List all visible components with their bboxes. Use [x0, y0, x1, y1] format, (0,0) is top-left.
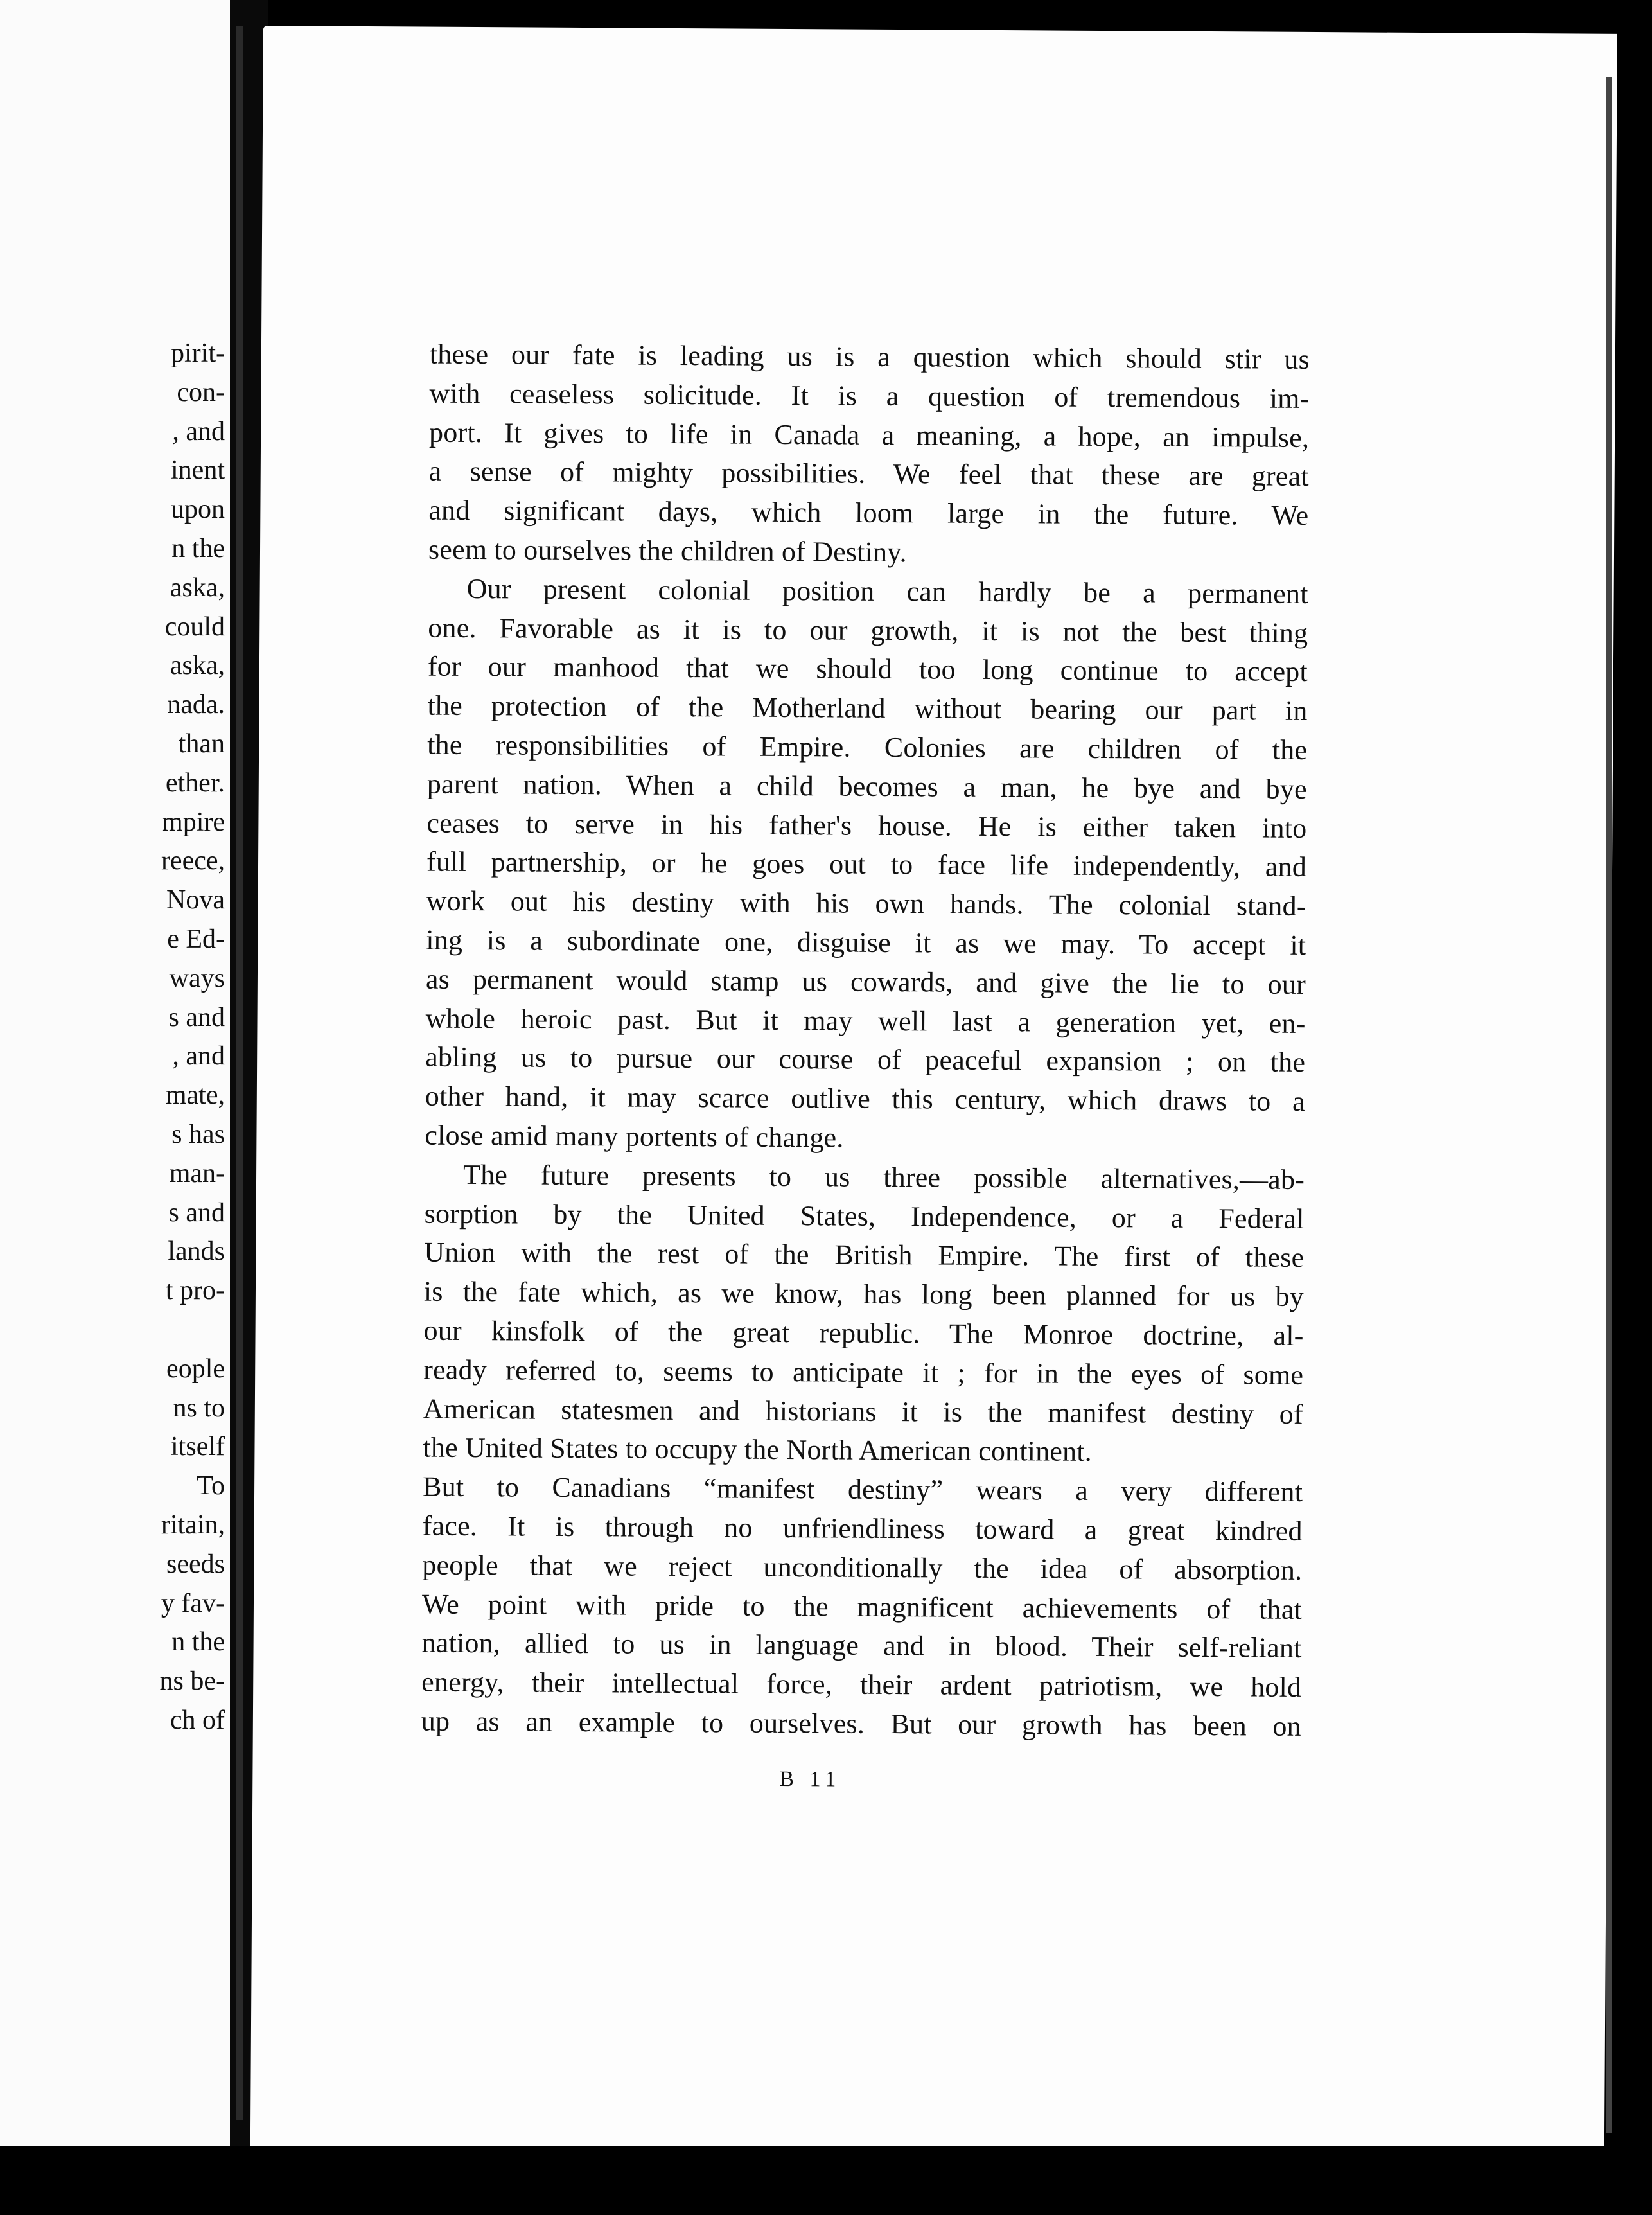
- text-line: ready referred to, seems to anticipate it ; for in the eyes of some: [423, 1354, 1304, 1391]
- text-line: The future presents to us three possible alternatives,—ab-: [462, 1158, 1305, 1196]
- left-text-line: To: [197, 1471, 225, 1501]
- left-text-line: y fav-: [161, 1588, 225, 1618]
- text-line: port. It gives to life in Canada a meaning, a hope, an impulse,: [428, 416, 1310, 454]
- left-text-line: lands: [168, 1237, 225, 1267]
- text-line: one. Favorable as it is to our growth, it is not the best thing: [428, 612, 1308, 649]
- text-line: sorption by the United States, Independence, or a Federal: [424, 1197, 1305, 1235]
- left-text-line: could: [164, 612, 225, 642]
- left-text-line: eople: [166, 1354, 225, 1384]
- left-text-line: Nova: [166, 885, 225, 915]
- text-line: as permanent would stamp us cowards, and give the lie to our: [425, 963, 1306, 1000]
- text-line: full partnership, or he goes out to face life independently, and: [426, 845, 1307, 883]
- left-text-line: e Ed-: [167, 924, 225, 954]
- text-line: is the fate which, as we know, has long been planned for us by: [423, 1275, 1305, 1313]
- page-signature: B 11: [779, 1767, 841, 1792]
- text-line: ceases to serve in his father's house. He is either taken into: [426, 807, 1307, 844]
- left-page: [0, 0, 230, 2146]
- left-text-line: mate,: [165, 1081, 225, 1111]
- text-line: face. It is through no unfriendliness toward a great kindred: [422, 1510, 1303, 1547]
- left-text-line: n the: [171, 533, 225, 563]
- text-line: But to Canadians “manifest destiny” wears a very different: [422, 1470, 1303, 1508]
- text-line: ing is a subordinate one, disguise it as we may. To accept it: [426, 924, 1306, 961]
- text-line: nation, allied to us in language and in blood. Their self-reliant: [421, 1627, 1302, 1664]
- text-line: other hand, it may scarce outlive this century, which draws to a: [425, 1080, 1305, 1118]
- left-text-line: pirit-: [171, 339, 225, 368]
- text-line: American statesmen and historians it is the manifest destiny of: [423, 1393, 1303, 1430]
- text-line: our kinsfolk of the great republic. The Monroe doctrine, al-: [423, 1314, 1304, 1352]
- text-line: close amid many portents of change.: [425, 1119, 844, 1154]
- left-text-line: ch of: [170, 1705, 225, 1735]
- left-text-line: ns to: [173, 1393, 225, 1423]
- left-page-text: [6, 334, 225, 1740]
- left-text-line: , and: [172, 416, 225, 446]
- left-text-line: inent: [171, 455, 225, 486]
- scan-bottom-border: [0, 2146, 1652, 2215]
- text-line: seem to ourselves the children of Destiny.: [428, 533, 907, 569]
- left-text-line: upon: [171, 495, 225, 525]
- left-text-line: t pro-: [165, 1276, 225, 1306]
- left-text-line: [6, 1310, 225, 1350]
- left-text-line: than: [178, 728, 225, 759]
- text-line: whole heroic past. But it may well last a generation yet, en-: [425, 1002, 1306, 1039]
- page-edge-shadow: [1606, 77, 1612, 2133]
- text-line: abling us to pursue our course of peaceful expansion ; on the: [425, 1041, 1306, 1079]
- text-line: the United States to occupy the North American continent.: [423, 1431, 1093, 1468]
- text-line: energy, their intellectual force, their ardent patriotism, we hold: [421, 1666, 1302, 1704]
- left-text-line: aska,: [170, 651, 225, 681]
- left-text-line: mpire: [162, 807, 225, 837]
- text-line: people that we reject unconditionally the idea of absorption.: [422, 1549, 1303, 1586]
- left-text-line: man-: [169, 1158, 225, 1188]
- text-line: Union with the rest of the British Empire. The first of these: [424, 1236, 1305, 1274]
- text-line: We point with pride to the magnificent achievements of that: [421, 1588, 1303, 1625]
- left-text-line: ritain,: [161, 1510, 225, 1540]
- body-text: [421, 335, 1310, 1747]
- left-text-line: s has: [171, 1119, 225, 1149]
- text-line: with ceaseless solicitude. It is a question of tremendous im-: [429, 377, 1310, 414]
- gutter-edge: [236, 26, 243, 2120]
- text-line: Our present colonial position can hardly be a permanent: [466, 572, 1308, 610]
- text-line: the responsibilities of Empire. Colonies are children of the: [427, 728, 1308, 766]
- text-line: and significant days, which loom large in the future. We: [428, 494, 1309, 532]
- left-text-line: s and: [168, 1197, 225, 1228]
- left-text-line: n the: [171, 1627, 225, 1657]
- left-text-line: seeds: [166, 1549, 225, 1579]
- left-text-line: con-: [177, 377, 225, 407]
- text-line: for our manhood that we should too long continue to accept: [427, 650, 1308, 688]
- text-line: work out his destiny with his own hands. The colonial stand-: [426, 885, 1306, 922]
- left-text-line: itself: [171, 1432, 225, 1462]
- left-text-line: nada.: [167, 690, 225, 720]
- text-line: parent nation. When a child becomes a man, he bye and bye: [426, 768, 1307, 805]
- left-text-line: s and: [168, 1002, 225, 1032]
- text-line: these our fate is leading us is a question which should stir us: [429, 338, 1310, 375]
- left-text-line: ns be-: [159, 1666, 225, 1697]
- text-line: up as an example to ourselves. But our growth has been on: [421, 1705, 1302, 1742]
- right-page: [250, 26, 1617, 2154]
- text-line: the protection of the Motherland without bearing our part in: [427, 689, 1308, 727]
- left-text-line: ether.: [165, 768, 225, 798]
- left-text-line: , and: [172, 1041, 225, 1072]
- left-text-line: aska,: [170, 572, 225, 603]
- left-text-line: reece,: [161, 846, 225, 876]
- left-text-line: ways: [169, 963, 225, 993]
- text-line: a sense of mighty possibilities. We feel that these are great: [428, 455, 1309, 493]
